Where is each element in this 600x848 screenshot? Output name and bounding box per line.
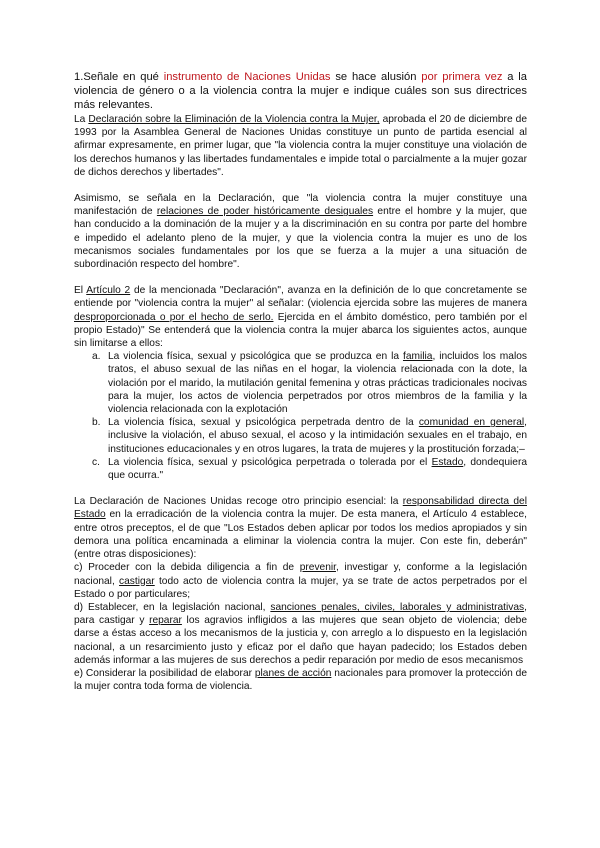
text: , dondequiera que ocurra." — [108, 456, 527, 482]
list-marker: a. — [92, 351, 101, 363]
question-text: 1.Señale en qué — [74, 71, 164, 83]
list-item — [74, 350, 527, 416]
text: La Declaración de Naciones Unidas recoge otro principio esencial: la — [74, 496, 403, 508]
text: entre el hombre y la mujer, que han conducido a la dominación de la mujer y a la discriminación en su contra por parte del hombre e impedido el adelanto pleno de la mujer, y que la violencia contra la mujer es uno de los mecanismos sociales fundamentales por los que se fuerza a la mujer a una situación de subordinación respecto del hombre". — [74, 206, 527, 271]
highlight-first-time: por primera vez — [421, 71, 503, 83]
underlined-text: familia — [402, 351, 433, 363]
question-heading — [74, 70, 527, 112]
text: , inclusive la violación, el abuso sexual, el acoso y la intimidación sexuales en el trabajo, en instituciones educacionales y en otros lugares, la trata de mujeres y la prostitución forzada;– — [108, 417, 528, 455]
underlined-text: Estado — [431, 456, 464, 468]
document-page — [74, 70, 527, 693]
list-item — [74, 416, 527, 456]
text: El — [74, 285, 87, 297]
underlined-text: prevenir — [299, 562, 336, 574]
highlight-instrument: instrumento de Naciones Unidas — [163, 71, 331, 83]
text: e) Considerar la posibilidad de elaborar — [74, 667, 255, 679]
text: La violencia física, sexual y psicológica que se produzca en la — [108, 351, 403, 363]
underlined-text: castigar — [119, 575, 155, 587]
list-marker: c. — [92, 456, 100, 468]
question-text: se hace alusión — [330, 71, 422, 83]
text: todo acto de violencia contra la mujer, ya se trate de actos perpetrados por el Estado o por particulares; — [74, 575, 527, 600]
text: La violencia física, sexual y psicológica perpetrada o tolerada por el — [108, 456, 432, 468]
underlined-text: Declaración sobre la Eliminación de la Violencia contra la Mujer, — [88, 114, 380, 125]
violence-types-list — [74, 350, 527, 482]
text: La — [74, 114, 89, 125]
provision-d — [74, 601, 527, 667]
text: nacionales para promover la protección de la mujer contra toda forma de violencia. — [74, 667, 528, 693]
paragraph-declaration — [74, 113, 527, 179]
text: c) Proceder con la debida diligencia a fin de — [74, 562, 300, 574]
underlined-text: reparar — [149, 615, 182, 627]
text: , incluidos los malos tratos, el abuso sexual de las niñas en el hogar, la violencia relacionada con la dote, la violación por el marido, la mutilación genital femenina y otras prácticas tradicionales nocivas para la mujer, los actos de violencia perpetrados por otros miembros de la familia y la violencia relacionada con la explotación — [108, 351, 527, 416]
text: La violencia física, sexual y psicológica perpetrada dentro de la — [108, 417, 419, 429]
underlined-text: Artículo 2 — [86, 285, 131, 297]
text: de la mencionada "Declaración", avanza en la definición de lo que concretamente se entiende por "violencia contra la mujer" al señalar: (violencia ejercida sobre las mujeres de manera — [74, 285, 528, 310]
underlined-text: planes de acción — [254, 667, 332, 679]
list-item — [74, 456, 527, 482]
text: Asimismo, se señala en la Declaración, que "la violencia contra la mujer constituye una manifestación de — [74, 193, 527, 218]
spacer — [74, 482, 527, 495]
list-marker: b. — [92, 417, 101, 429]
underlined-text: comunidad en general — [418, 417, 525, 429]
provision-c — [74, 561, 527, 601]
underlined-text: desproporcionada o por el hecho de serlo. — [74, 311, 274, 323]
text: en la erradicación de la violencia contra la mujer. De esta manera, el Artículo 4 establece, entre otros preceptos, el de que "Los Estados deben aplicar por todos los medios apropiados y sin demora una política encaminada a eliminar la violencia contra la mujer. Con este fin, deberán" (entre otras disposiciones): — [74, 509, 527, 561]
text: aprobada el 20 de diciembre de 1993 por la Asamblea General de Naciones Unidas constituye un punto de partida esencial al afirmar expresamente, en primer lugar, que "la violencia contra la mujer constituye una violación de los derechos humanos y las libertades fundamentales e impide total o parcialmente a la mujer gozar de dichos derechos y libertades". — [74, 114, 527, 178]
paragraph-power-relations — [74, 192, 527, 271]
paragraph-article-2 — [74, 284, 527, 350]
text: , para castigar y — [74, 601, 527, 627]
text: los agravios infligidos a las mujeres que sean objeto de violencia; debe darse a éstas acceso a los mecanismos de la justicia y, con arreglo a lo dispuesto en la legislación nacional, a un resarcimiento justo y eficaz por el daño que hayan padecido; los Estados deben además informar a las mujeres de sus derechos a pedir reparación por medio de esos mecanismos — [74, 615, 527, 666]
spacer — [74, 271, 527, 284]
text: d) Establecer, en la legislación nacional, — [74, 601, 271, 613]
underlined-text: sanciones penales, civiles, laborales y administrativas — [270, 601, 525, 613]
underlined-text: responsabilidad directa del Estado — [74, 496, 527, 521]
question-text: a la violencia de género o a la violencia contra la mujer e indique cuáles son sus directrices más relevantes. — [74, 71, 527, 111]
spacer — [74, 179, 527, 192]
paragraph-state-responsibility — [74, 495, 527, 561]
underlined-text: relaciones de poder históricamente desiguales — [156, 206, 374, 218]
text: , investigar y, conforme a la legislación nacional, — [74, 562, 527, 587]
provision-e — [74, 667, 527, 693]
text: Ejercida en el ámbito doméstico, pero también por el propio Estado)" Se entenderá que la violencia contra la mujer abarca los siguientes actos, aunque sin limitarse a ellos: — [74, 311, 527, 350]
